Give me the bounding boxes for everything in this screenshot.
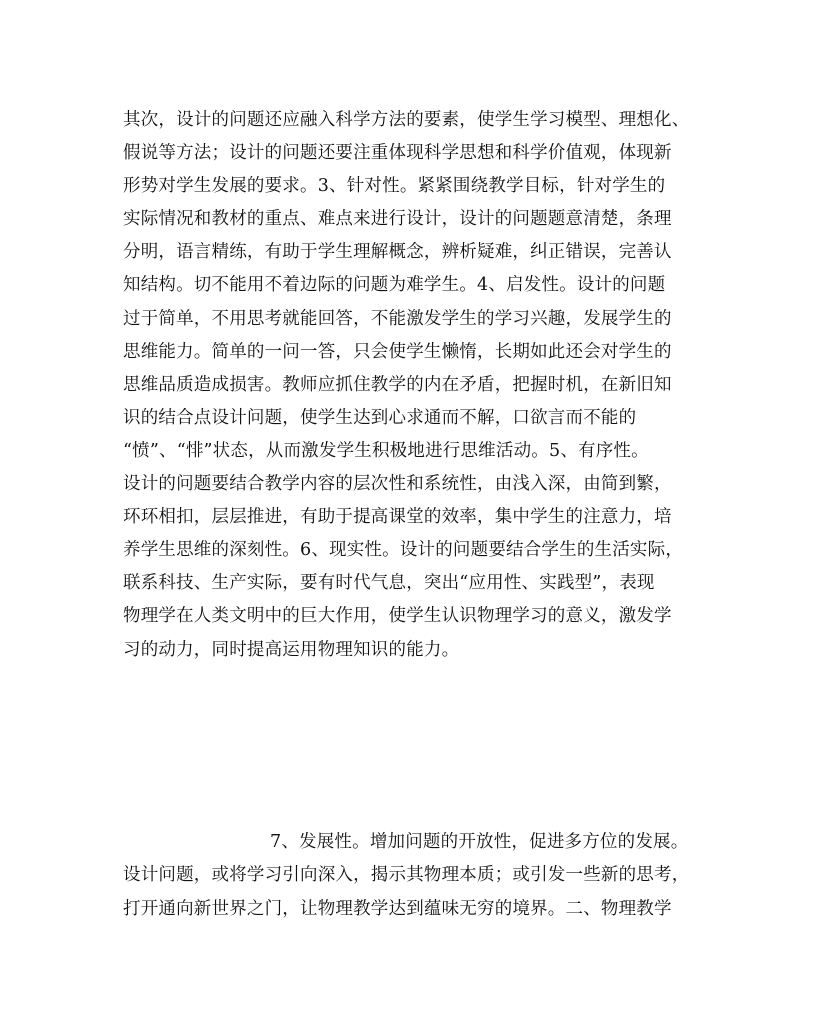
text-line: 其次，设计的问题还应融入科学方法的要素，使学生学习模型、理想化、: [123, 110, 690, 130]
text-line: 假说等方法；设计的问题还要注重体现科学思想和科学价值观，体现新: [123, 143, 672, 164]
text-line: 思维品质造成损害。教师应抓住教学的内在矛盾，把握时机，在新旧知: [123, 374, 672, 395]
text-line: 实际情况和教材的重点、难点来进行设计，设计的问题题意清楚，条理: [123, 209, 672, 230]
text-line: “愤”、“悱”状态，从而激发学生积极地进行思维活动。5、有序性。: [123, 440, 649, 461]
text-line-indented: 7、发展性。增加问题的开放性，促进多方位的发展。: [270, 832, 689, 852]
text-line: 养学生思维的深刻性。6、现实性。设计的问题要结合学生的生活实际，: [123, 540, 684, 561]
text-line: 知结构。切不能用不着边际的问题为难学生。4、启发性。设计的问题: [123, 275, 666, 296]
text-line: 思维能力。简单的一问一答，只会使学生懒惰，长期如此还会对学生的: [123, 341, 672, 362]
text-line: 形势对学生发展的要求。3、针对性。紧紧围绕教学目标，针对学生的: [123, 176, 666, 197]
text-line: 打开通向新世界之门，让物理教学达到蕴味无穷的境界。二、物理教学: [123, 898, 672, 919]
text-line: 物理学在人类文明中的巨大作用，使学生认识物理学习的意义，激发学: [123, 606, 672, 627]
text-line: 习的动力，同时提高运用物理知识的能力。: [123, 639, 460, 660]
text-line: 过于简单，不用思考就能回答，不能激发学生的学习兴趣，发展学生的: [123, 308, 672, 329]
text-line: 设计的问题要结合教学内容的层次性和系统性，由浅入深，由简到繁，: [123, 474, 672, 495]
text-line: 分明，语言精练，有助于学生理解概念，辨析疑难，纠正错误，完善认: [123, 242, 672, 263]
text-line: 联系科技、生产实际，要有时代气息，突出“应用性、实践型”，表现: [123, 573, 655, 594]
body-paragraph-1: [123, 104, 703, 667]
text-line: 环环相扣，层层推进，有助于提高课堂的效率，集中学生的注意力，培: [123, 507, 672, 528]
text-line: 识的结合点设计问题，使学生达到心求通而不解，口欲言而不能的: [123, 407, 637, 428]
body-paragraph-2: [123, 826, 703, 926]
text-line: 设计问题，或将学习引向深入，揭示其物理本质；或引发一些新的思考，: [123, 865, 690, 886]
